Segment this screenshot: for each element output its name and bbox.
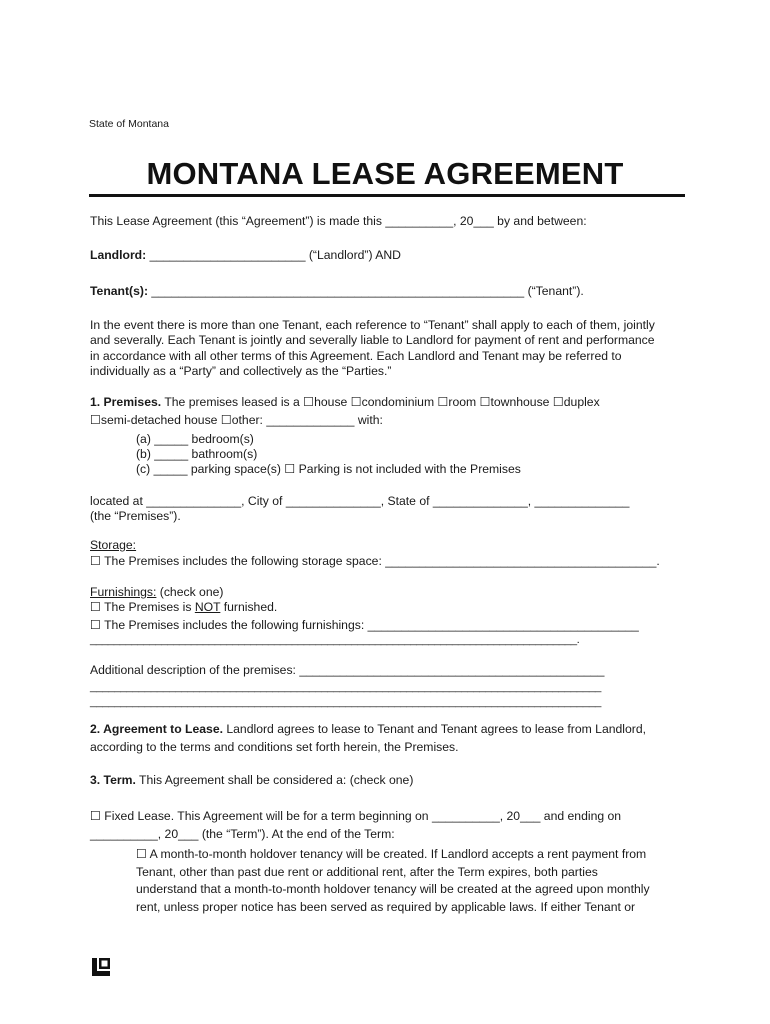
furnishings-option-not (90, 600, 277, 615)
not-emphasis: NOT (194, 600, 221, 614)
furnishings-option-includes: ☐ The Premises includes the following furnishings: ________________________________________ (90, 618, 639, 632)
paragraph-line: Tenant, other than past due rent or additional rent, after the Term expires, both parties (136, 864, 598, 879)
fixed-lease-line-2: __________, 20___ (the “Term”). At the end of the Term: (90, 827, 395, 841)
tenant-blank: _______________________________________________________ (“Tenant”). (148, 284, 584, 298)
tenant-line (90, 284, 584, 299)
storage-label: Storage: (90, 538, 137, 552)
premises-options: The premises leased is a ☐house ☐condominium ☐room ☐townhouse ☐duplex (161, 395, 600, 409)
holdover-paragraph (136, 846, 696, 916)
lawdepot-logo-icon (90, 956, 112, 978)
term-line (90, 773, 413, 788)
furnishings-continuation: __________________________________________________________________________________. (90, 634, 580, 646)
tenant-label: Tenant(s): (90, 284, 148, 298)
premises-line-2: ☐semi-detached house ☐other: _____________ with: (90, 413, 383, 427)
furnishings-check-one: (check one) (156, 585, 224, 599)
additional-blank-line: ____________________________________________________________________________________ (90, 681, 602, 693)
premises-definition: (the “Premises”). (90, 509, 181, 523)
multi-tenant-paragraph (90, 318, 690, 379)
landlord-blank: _______________________ (“Landlord”) AND (146, 248, 401, 262)
paragraph-line: ☐ A month-to-month holdover tenancy will be created. If Landlord accepts a rent payment from (136, 847, 647, 861)
paragraph-line: understand that a month-to-month holdover tenancy will be created at the agreed upon monthly (136, 882, 650, 896)
document-title: MONTANA LEASE AGREEMENT (146, 156, 624, 191)
fixed-lease-line-1: ☐ Fixed Lease. This Agreement will be for a term beginning on __________, 20___ and ending on (90, 809, 622, 823)
agreement-line-1 (90, 722, 646, 737)
premises-item-bedrooms: (a) _____ bedroom(s) (136, 432, 254, 446)
paragraph-line: In the event there is more than one Tenant, each reference to “Tenant” shall apply to each of them, jointly (90, 318, 655, 332)
agreement-heading: 2. Agreement to Lease. (90, 722, 223, 736)
agreement-text: Landlord agrees to lease to Tenant and Tenant agrees to lease from Landlord, (222, 722, 647, 736)
landlord-line (90, 248, 401, 263)
paragraph-line: in accordance with all other terms of this Agreement. Each Landlord and Tenant may be referred to (90, 348, 622, 363)
located-line: located at ______________, City of ______________, State of ______________, ______________ (90, 494, 630, 508)
intro-line: This Lease Agreement (this “Agreement”) is made this __________, 20___ by and between: (90, 214, 587, 228)
premises-heading: 1. Premises. (90, 395, 162, 409)
furnishings-option-text: furnished. (220, 600, 278, 614)
storage-line: ☐ The Premises includes the following storage space: ________________________________________. (90, 554, 660, 568)
paragraph-line: rent, unless proper notice has been served as required by applicable laws. If either Tenant or (136, 899, 636, 914)
premises-item-bathrooms: (b) _____ bathroom(s) (136, 447, 258, 461)
term-heading: 3. Term. (90, 773, 136, 787)
furnishings-heading (90, 585, 223, 600)
agreement-line-2: according to the terms and conditions set forth herein, the Premises. (90, 740, 459, 754)
additional-blank-line: ____________________________________________________________________________________ (90, 696, 602, 708)
landlord-label: Landlord: (90, 248, 147, 262)
paragraph-line: individually as a “Party” and collectively as the “Parties.” (90, 363, 392, 378)
furnishings-option-text: ☐ The Premises is (90, 600, 195, 614)
premises-item-parking: (c) _____ parking space(s) ☐ Parking is not included with the Premises (136, 462, 521, 476)
furnishings-label: Furnishings: (90, 585, 157, 599)
paragraph-line: and severally. Each Tenant is jointly and severally liable to Landlord for payment of rent and performance (90, 333, 655, 348)
title-divider (89, 194, 685, 197)
additional-description-line: Additional description of the premises: _____________________________________________ (90, 663, 605, 677)
term-text: This Agreement shall be considered a: (check one) (135, 773, 414, 787)
premises-line-1 (90, 395, 600, 410)
state-label: State of Montana (89, 118, 169, 130)
